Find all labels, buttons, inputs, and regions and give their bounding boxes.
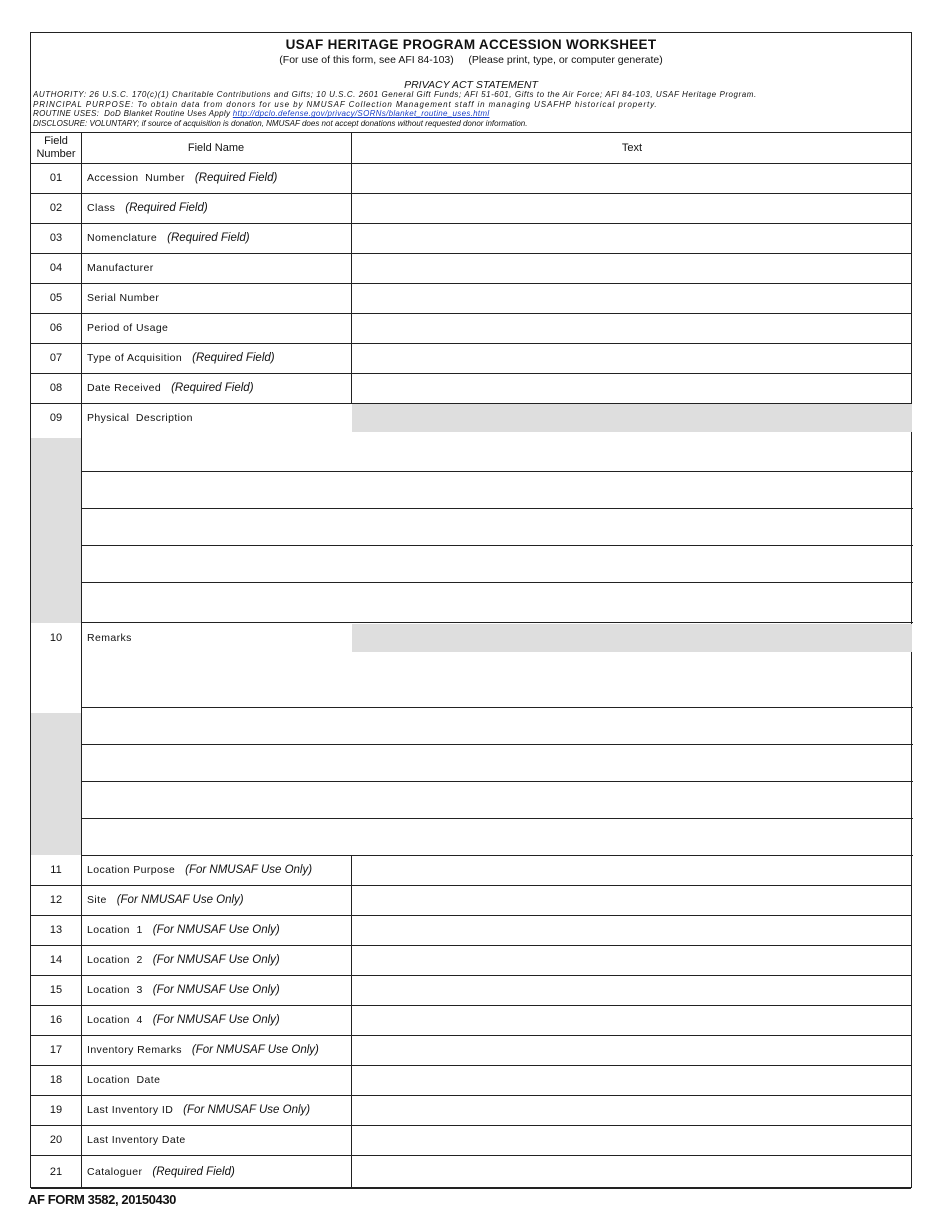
field-text-input-01[interactable] xyxy=(352,164,912,193)
field-name xyxy=(87,1065,349,1095)
routine-uses-link[interactable]: http://dpclo.defense.gov/privacy/SORNs/blanket_routine_uses.html xyxy=(232,109,490,119)
field-number: 03 xyxy=(49,232,63,244)
field-label: Physical Description xyxy=(87,412,193,424)
form-subtitle: (For use of this form, see AFI 84-103) (Please print, type, or computer generate) xyxy=(279,54,663,66)
field-name xyxy=(87,885,349,915)
field-name xyxy=(87,1005,349,1035)
field-label: Accession Number xyxy=(87,172,185,184)
field-name xyxy=(87,975,349,1005)
field-required-note: (For NMUSAF Use Only) xyxy=(183,1104,311,1116)
field-required-note: (For NMUSAF Use Only) xyxy=(191,1044,319,1056)
field-text-input-03[interactable] xyxy=(352,224,912,253)
field-required-note: (Required Field) xyxy=(167,232,250,244)
field-label: Date Received xyxy=(87,382,162,394)
field-number: 20 xyxy=(49,1134,63,1146)
field-number: 02 xyxy=(49,202,63,214)
field-label: Location 3 xyxy=(87,984,143,996)
field-name xyxy=(87,1035,349,1065)
field-number: 18 xyxy=(49,1074,63,1086)
field-text-input-04[interactable] xyxy=(352,254,912,283)
field-required-note: (Required Field) xyxy=(171,382,254,394)
field-name xyxy=(87,915,349,945)
field-number: 15 xyxy=(49,984,63,996)
privacy-act-authority: AUTHORITY: 26 U.S.C. 170(c)(1) Charitable Contributions and Gifts; 10 U.S.C. 2601 General Gift Funds; AFI 51-601, Gifts to the Air Force; AFI 84-103, USAF Heritage Program. xyxy=(33,90,757,99)
field-textarea-line-09[interactable] xyxy=(82,546,912,582)
field-label: Serial Number xyxy=(87,292,160,304)
field-number: 04 xyxy=(49,262,63,274)
field-text-input-06[interactable] xyxy=(352,314,912,343)
field-name xyxy=(87,623,349,653)
field-label: Last Inventory Date xyxy=(87,1134,186,1146)
field-label: Type of Acquisition xyxy=(87,352,183,364)
field-number: 06 xyxy=(49,322,63,334)
field-label: Site xyxy=(87,894,107,906)
field-number-gutter xyxy=(31,438,81,623)
field-text-input-13[interactable] xyxy=(352,916,912,945)
field-text-input-18[interactable] xyxy=(352,1066,912,1095)
field-label: Location 4 xyxy=(87,1014,143,1026)
field-shaded-band xyxy=(352,624,912,652)
field-text-input-11[interactable] xyxy=(352,856,912,885)
privacy-act-disclosure: DISCLOSURE: VOLUNTARY; if source of acquisition is donation, NMUSAF does not accept donations without requested donor information. xyxy=(33,118,528,128)
field-label: Manufacturer xyxy=(87,262,154,274)
field-text-input-17[interactable] xyxy=(352,1036,912,1065)
field-text-input-05[interactable] xyxy=(352,284,912,313)
column-header-field-number xyxy=(31,133,81,163)
field-name xyxy=(87,223,349,253)
field-text-input-08[interactable] xyxy=(352,374,912,403)
field-required-note: (Required Field) xyxy=(194,172,278,184)
field-number: 11 xyxy=(50,864,62,876)
column-header-field-number-line1: Field xyxy=(44,135,68,147)
field-required-note: (For NMUSAF Use Only) xyxy=(152,1014,280,1026)
field-text-input-07[interactable] xyxy=(352,344,912,373)
field-number: 09 xyxy=(49,412,63,424)
field-required-note: (For NMUSAF Use Only) xyxy=(152,954,280,966)
field-text-input-21[interactable] xyxy=(352,1156,912,1188)
field-number: 16 xyxy=(49,1014,63,1026)
column-header-field-name: Field Name xyxy=(187,142,245,154)
field-textarea-line-10[interactable] xyxy=(82,654,912,707)
privacy-act-statement xyxy=(33,90,909,128)
field-label: Remarks xyxy=(87,632,132,644)
field-textarea-line-10[interactable] xyxy=(82,782,912,818)
form-header xyxy=(31,33,911,132)
field-name xyxy=(87,945,349,975)
field-label: Location Date xyxy=(87,1074,161,1086)
field-name xyxy=(87,313,349,343)
accession-worksheet-form xyxy=(30,32,912,1188)
field-number: 14 xyxy=(49,954,63,966)
field-required-note: (Required Field) xyxy=(125,202,208,214)
privacy-act-title: PRIVACY ACT STATEMENT xyxy=(404,79,538,91)
field-text-input-12[interactable] xyxy=(352,886,912,915)
field-number: 07 xyxy=(49,352,63,364)
field-number: 01 xyxy=(49,172,63,184)
field-required-note: (Required Field) xyxy=(192,352,275,364)
field-text-input-02[interactable] xyxy=(352,194,912,223)
field-required-note: (For NMUSAF Use Only) xyxy=(152,984,280,996)
field-number: 10 xyxy=(49,632,63,644)
field-name xyxy=(87,163,349,193)
field-number: 17 xyxy=(49,1044,63,1056)
field-textarea-line-10[interactable] xyxy=(82,745,912,781)
field-label: Period of Usage xyxy=(87,322,169,334)
field-textarea-line-09[interactable] xyxy=(82,509,912,545)
field-label: Nomenclature xyxy=(87,232,158,244)
form-footer: AF FORM 3582, 20150430 xyxy=(28,1192,177,1207)
field-label: Location 1 xyxy=(87,924,143,936)
field-text-input-14[interactable] xyxy=(352,946,912,975)
column-header-field-number-line2: Number xyxy=(36,148,76,160)
field-name xyxy=(87,253,349,283)
field-number: 19 xyxy=(49,1104,63,1116)
field-number: 08 xyxy=(49,382,63,394)
field-name xyxy=(87,1155,349,1188)
field-name xyxy=(87,283,349,313)
field-text-input-15[interactable] xyxy=(352,976,912,1005)
field-name xyxy=(87,1125,349,1155)
field-shaded-band xyxy=(352,404,912,432)
privacy-act-principal-purpose: PRINCIPAL PURPOSE: To obtain data from donors for use by NMUSAF Collection Management staff in managing USAFHP historical property. xyxy=(33,99,658,109)
field-number-gutter xyxy=(31,713,81,855)
field-label: Location 2 xyxy=(87,954,143,966)
field-textarea-line-09[interactable] xyxy=(82,434,912,471)
field-text-input-20[interactable] xyxy=(352,1126,912,1155)
field-number: 05 xyxy=(49,292,63,304)
field-number: 21 xyxy=(49,1165,63,1178)
field-required-note: (For NMUSAF Use Only) xyxy=(185,864,313,876)
field-label: Last Inventory ID xyxy=(87,1104,174,1116)
routine-uses-label: ROUTINE USES: DoD Blanket Routine Uses Apply xyxy=(33,109,233,119)
field-required-note: (Required Field) xyxy=(152,1165,235,1178)
field-text-input-19[interactable] xyxy=(352,1096,912,1125)
field-name xyxy=(87,193,349,223)
field-textarea-line-09[interactable] xyxy=(82,583,912,622)
row-divider xyxy=(31,1188,911,1189)
field-textarea-line-09[interactable] xyxy=(82,472,912,508)
field-text-input-16[interactable] xyxy=(352,1006,912,1035)
field-name xyxy=(87,343,349,373)
field-textarea-line-10[interactable] xyxy=(82,819,912,855)
field-label: Inventory Remarks xyxy=(87,1044,182,1056)
form-title: USAF HERITAGE PROGRAM ACCESSION WORKSHEET xyxy=(285,37,657,52)
privacy-act-routine-uses xyxy=(33,109,909,119)
field-number: 13 xyxy=(49,924,63,936)
field-label: Cataloguer xyxy=(87,1165,143,1178)
field-name xyxy=(87,1095,349,1125)
column-header-text: Text xyxy=(621,142,643,154)
field-required-note: (For NMUSAF Use Only) xyxy=(116,894,244,906)
field-required-note: (For NMUSAF Use Only) xyxy=(152,924,280,936)
field-name xyxy=(87,855,349,885)
field-label: Class xyxy=(87,202,116,214)
field-label: Location Purpose xyxy=(87,864,176,876)
field-name xyxy=(87,403,349,433)
field-name xyxy=(87,373,349,403)
field-textarea-line-10[interactable] xyxy=(82,708,912,744)
field-number: 12 xyxy=(49,894,63,906)
